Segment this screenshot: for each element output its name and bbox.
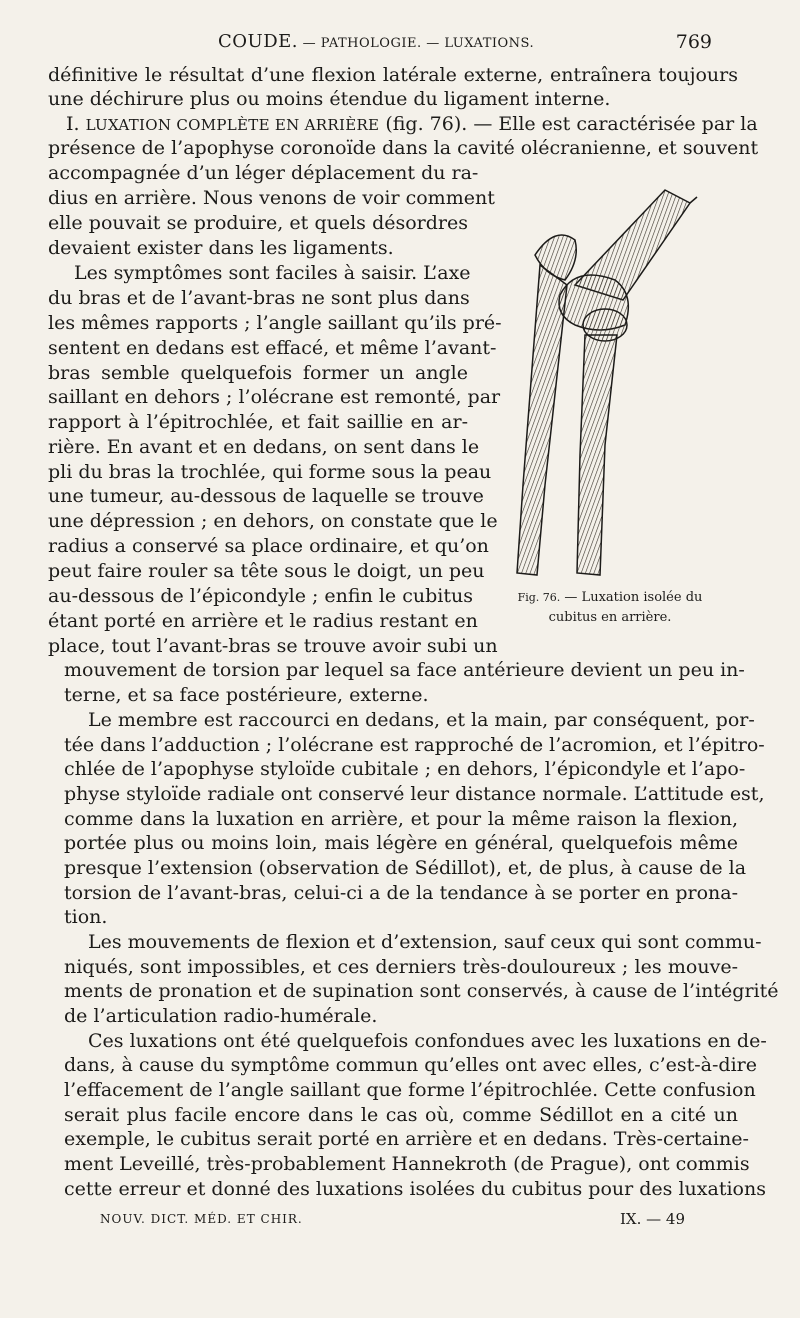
text-line: ments de pronation et de supination sont conservés, à cause de l’intégrité <box>64 980 779 1002</box>
text-line: ment Leveillé, très-probablement Hannekroth (de Prague), ont commis <box>64 1153 750 1175</box>
text-line: Ces luxations ont été quelquefois confondues avec les luxations en de- <box>88 1030 767 1052</box>
heading-rest: (fig. 76). — Elle est caractérisée par la <box>379 113 758 135</box>
header-title-rest: — PATHOLOGIE. — LUXATIONS. <box>298 36 535 51</box>
caption-line-2: cubitus en arrière. <box>548 610 672 625</box>
text-line: sentent en dedans est effacé, et même l’avant- <box>48 337 497 359</box>
text-line: mouvement de torsion par lequel sa face antérieure devient un peu in- <box>64 659 745 681</box>
text-line: portée plus ou moins loin, mais légère en général, quelquefois même <box>64 832 738 854</box>
text-line: comme dans la luxation en arrière, et pour la même raison la flexion, <box>64 808 738 830</box>
text-line: Le membre est raccourci en dedans, et la main, par conséquent, por- <box>88 709 755 731</box>
text-line: de l’articulation radio-humérale. <box>64 1005 378 1027</box>
text-line: devaient exister dans les ligaments. <box>48 237 394 259</box>
text-line: cette erreur et donné des luxations isolées du cubitus pour des luxations <box>64 1178 766 1200</box>
text-line: presque l’extension (observation de Sédillot), et, de plus, à cause de la <box>64 857 747 879</box>
figure-caption <box>490 588 730 628</box>
text-line: du bras et de l’avant-bras ne sont plus dans <box>48 287 470 309</box>
text-line: niqués, sont impossibles, et ces derniers très-douloureux ; les mouve- <box>64 956 738 978</box>
ulna-bone <box>517 265 567 575</box>
caption-line-1: — Luxation isolée du <box>560 590 703 605</box>
heading-title: LUXATION COMPLÈTE EN ARRIÈRE <box>85 116 380 134</box>
text-line: une déchirure plus ou moins étendue du ligament interne. <box>48 88 611 110</box>
text-line: Les mouvements de flexion et d’extension, sauf ceux qui sont commu- <box>88 931 762 953</box>
text-line: elle pouvait se produire, et quels désordres <box>48 212 468 234</box>
text-line: place, tout l’avant-bras se trouve avoir subi un <box>48 635 498 657</box>
running-header <box>48 30 712 54</box>
header-title <box>218 30 534 56</box>
text-line: pli du bras la trochlée, qui forme sous la peau <box>48 461 492 483</box>
text-line: présence de l’apophyse coronoïde dans la cavité olécranienne, et souvent <box>48 137 759 159</box>
text-line: serait plus facile encore dans le cas où, comme Sédillot en a cité un <box>64 1104 738 1126</box>
heading-number: I. <box>66 113 86 135</box>
header-title-main: COUDE. <box>218 31 298 52</box>
figure-label: Fig. 76. <box>517 591 561 604</box>
text-line: au-dessous de l’épicondyle ; enfin le cubitus <box>48 585 473 607</box>
text-line: une dépression ; en dehors, on constate que le <box>48 510 498 532</box>
footer-signature: NOUV. DICT. MÉD. ET CHIR. <box>100 1212 303 1226</box>
text-line: dans, à cause du symptôme commun qu’elles ont avec elles, c’est-à-dire <box>64 1054 757 1076</box>
text-line <box>66 112 758 136</box>
footer-volume: IX. — 49 <box>620 1210 685 1228</box>
page-footer <box>100 1208 685 1230</box>
text-line: rapport à l’épitrochlée, et fait saillie en ar- <box>48 411 468 433</box>
text-line: chlée de l’apophyse styloïde cubitale ; en dehors, l’épicondyle et l’apo- <box>64 758 746 780</box>
text-line: peut faire rouler sa tête sous le doigt, un peu <box>48 560 485 582</box>
text-line: torsion de l’avant-bras, celui-ci a de la tendance à se porter en prona- <box>64 882 738 904</box>
text-line: tée dans l’adduction ; l’olécrane est rapproché de l’acromion, et l’épitro- <box>64 734 765 756</box>
text-line: dius en arrière. Nous venons de voir comment <box>48 187 495 209</box>
text-line: accompagnée d’un léger déplacement du ra- <box>48 162 479 184</box>
text-line: physe styloïde radiale ont conservé leur distance normale. L’attitude est, <box>64 783 765 805</box>
text-line: radius a conservé sa place ordinaire, et qu’on <box>48 535 489 557</box>
text-line: étant porté en arrière et le radius restant en <box>48 610 478 632</box>
text-line: une tumeur, au-dessous de laquelle se trouve <box>48 485 484 507</box>
text-line: tion. <box>64 906 108 928</box>
radius-bone <box>577 335 617 575</box>
text-line: définitive le résultat d’une flexion latérale externe, entraînera toujours <box>48 64 738 86</box>
text-line: rière. En avant et en dedans, on sent dans le <box>48 436 480 458</box>
text-line: terne, et sa face postérieure, externe. <box>64 684 429 706</box>
text-line: les mêmes rapports ; l’angle saillant qu’ils pré- <box>48 312 502 334</box>
text-line: Les symptômes sont faciles à saisir. L’axe <box>74 262 471 284</box>
text-line: exemple, le cubitus serait porté en arrière et en dedans. Très-certaine- <box>64 1128 749 1150</box>
page-number: 769 <box>675 31 712 53</box>
text-line: l’effacement de l’angle saillant que forme l’épitrochlée. Cette confusion <box>64 1079 756 1101</box>
text-line: bras semble quelquefois former un angle <box>48 362 468 384</box>
figure-elbow-illustration <box>505 185 705 585</box>
text-line: saillant en dehors ; l’olécrane est remonté, par <box>48 386 501 408</box>
